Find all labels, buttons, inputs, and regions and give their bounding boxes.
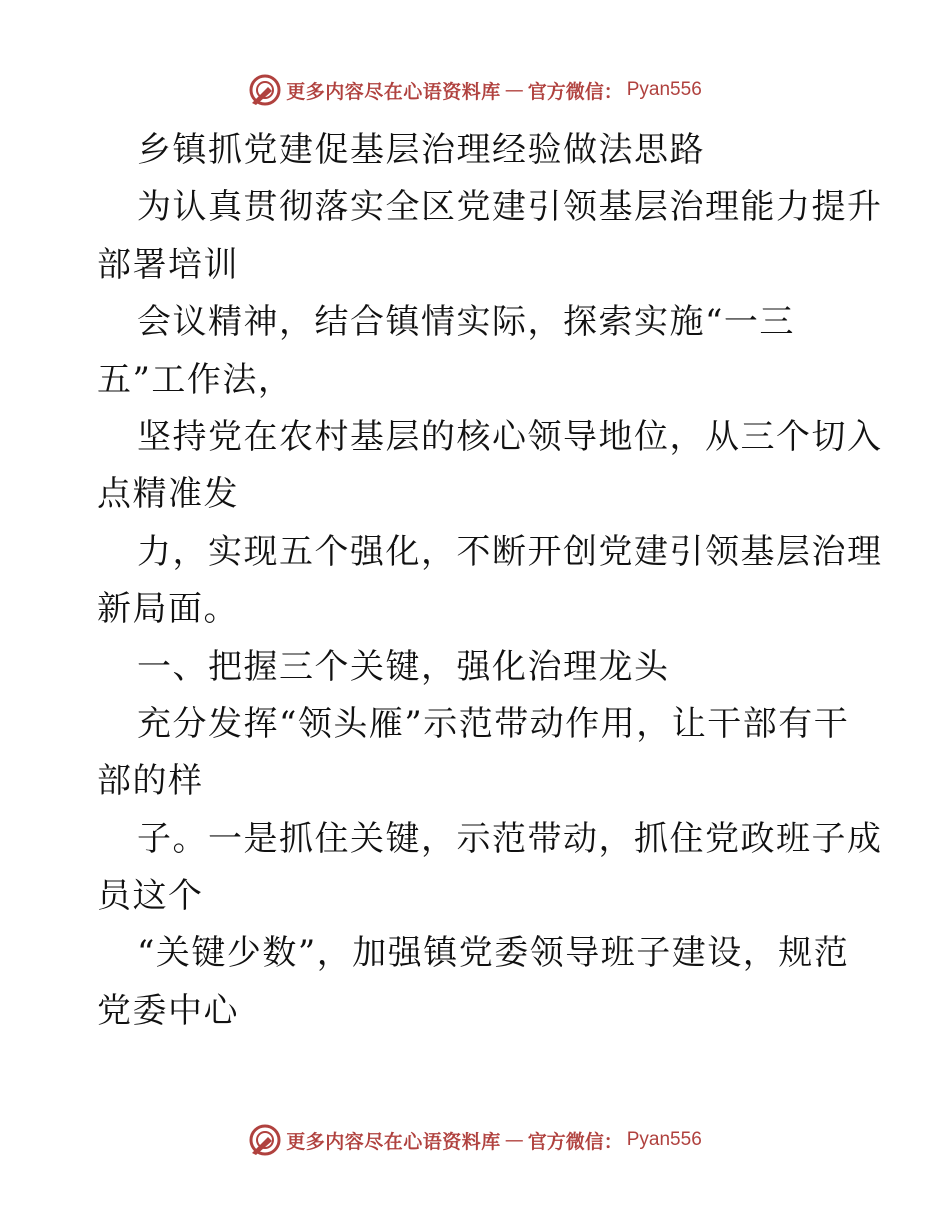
document-body (97, 122, 883, 1040)
text-line: 新局面。 (97, 589, 239, 630)
watermark-wechat-label: 官方微信： (527, 1130, 623, 1153)
text-line: “关键少数”，加强镇党委领导班子建设，规范 (137, 933, 850, 974)
watermark-text: 更多内容尽在心语资料库 (286, 80, 501, 103)
watermark-banner-top (0, 70, 950, 110)
watermark-wechat-label: 官方微信： (527, 80, 623, 103)
watermark-dash: — (504, 79, 524, 101)
watermark-banner-bottom (0, 1120, 950, 1160)
text-line: 员这个 (97, 876, 204, 917)
watermark-wechat-id: Pyan556 (626, 1129, 702, 1150)
text-line: 五”工作法， (97, 359, 294, 400)
text-line: 为认真贯彻落实全区党建引领基层治理能力提升 (137, 187, 883, 228)
text-line: 充分发挥“领头雁”示范带动作用，让干部有干 (137, 703, 850, 744)
text-line: 点精准发 (97, 474, 239, 515)
watermark-text: 更多内容尽在心语资料库 (286, 1130, 501, 1153)
text-line: 党委中心 (97, 990, 239, 1031)
text-line: 子。一是抓住关键，示范带动，抓住党政班子成 (137, 818, 883, 859)
section-heading: 一、把握三个关键，强化治理龙头 (137, 646, 670, 687)
text-line: 部的样 (97, 761, 204, 802)
document-title: 乡镇抓党建促基层治理经验做法思路 (137, 130, 705, 170)
pen-logo-icon (248, 1123, 282, 1157)
text-line: 部署培训 (97, 244, 239, 285)
watermark-wechat-id: Pyan556 (626, 79, 702, 100)
text-line: 会议精神，结合镇情实际，探索实施“一三 (137, 302, 795, 343)
watermark-dash: — (504, 1129, 524, 1151)
pen-logo-icon (248, 73, 282, 107)
text-line: 力，实现五个强化，不断开创党建引领基层治理 (137, 531, 883, 572)
text-line: 坚持党在农村基层的核心领导地位，从三个切入 (137, 416, 883, 457)
